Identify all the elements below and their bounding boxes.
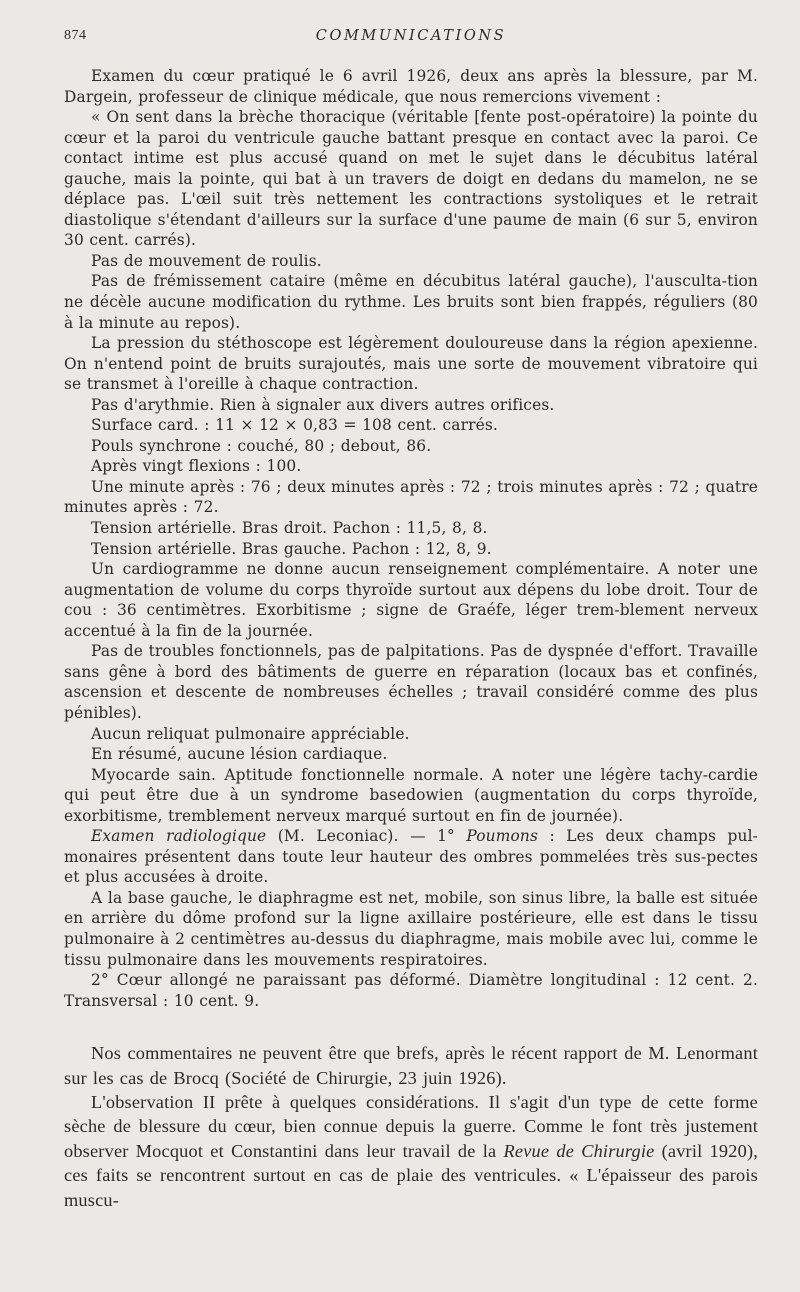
paragraph: Pas d'arythmie. Rien à signaler aux divers autres orifices.: [91, 395, 555, 414]
commentary-text: [64, 1041, 758, 1212]
paragraph: A la base gauche, le diaphragme est net, mobile, son sinus libre, la balle est située en arrière du dôme profond sur la ligne axillaire postérieure, elle est dans le tissu pulmonaire à 2 centimètres au-dessus du diaphragme, mais mobile avec lui, comme le tissu pulmonaire dans les mouvements respiratoires.: [64, 888, 758, 969]
paragraph: Une minute après : 76 ; deux minutes après : 72 ; trois minutes après : 72 ; quatre minutes après : 72.: [64, 477, 758, 517]
paragraph: Pas de frémissement cataire (même en décubitus latéral gauche), l'ausculta-tion ne décèle aucune modification du rythme. Les bruits sont bien frappés, réguliers (80 à la minute au repos).: [64, 272, 758, 332]
paragraph: Pas de mouvement de roulis.: [91, 251, 322, 270]
paragraph: Tension artérielle. Bras gauche. Pachon : 12, 8, 9.: [91, 539, 492, 558]
italic-text: Poumons: [466, 827, 538, 846]
paragraph: Nos commentaires ne peuvent être que brefs, après le récent rapport de M. Lenormant sur les cas de Brocq (Société de Chirurgie, 23 juin 1926).: [64, 1043, 758, 1088]
text-span: : Les deux champs pul-monaires présentent dans toute leur hauteur des ombres pommelées très sus-pectes et plus accusées à droite.: [64, 827, 758, 887]
paragraph: Pouls synchrone : couché, 80 ; debout, 86.: [91, 436, 432, 455]
case-observation-text: [64, 66, 758, 1011]
text-span: (M. Leconiac). — 1°: [266, 827, 467, 846]
paragraph: 2° Cœur allongé ne paraissant pas déformé. Diamètre longitudinal : 12 cent. 2. Transversal : 10 cent. 9.: [64, 971, 758, 1010]
page-number: 874: [64, 28, 87, 43]
paragraph: Myocarde sain. Aptitude fonctionnelle normale. A noter une légère tachy-cardie qui peut être due à un syndrome basedowien (augmentation du corps thyroïde, exorbitisme, tremblement nerveux marqué surtout en fin de journée).: [64, 765, 758, 825]
page-header: [64, 28, 758, 52]
paragraph: La pression du stéthoscope est légèrement douloureuse dans la région apexienne. On n'entend point de bruits surajoutés, mais une sorte de mouvement vibratoire qui se transmet à l'oreille à chaque contraction.: [64, 334, 758, 394]
paragraph: Un cardiogramme ne donne aucun renseignement complémentaire. A noter une augmentation de volume du corps thyroïde surtout aux dépens du lobe droit. Tour de cou : 36 centimètres. Exorbitisme ; signe de Graéfe, léger trem-blement nerveux accentué à la fin de la journée.: [64, 560, 758, 640]
running-head: COMMUNICATIONS: [315, 28, 507, 44]
paragraph: « On sent dans la brèche thoracique (véritable [fente post-opératoire) la pointe du cœur et la paroi du ventricule gauche battant presque en contact avec la paroi. Ce contact intime est plus accusé quand on met le sujet dans le décubitus latéral gauche, mais la pointe, qui bat à un travers de doigt en dedans du mamelon, ne se déplace pas. L'œil suit très nettement les contractions systoliques et le retrait diastolique s'étendant d'ailleurs sur la surface d'une paume de main (6 sur 5, environ 30 cent. carrés).: [64, 108, 758, 250]
paragraph: [64, 826, 758, 888]
italic-text: Examen radiologique: [91, 827, 267, 846]
paragraph: Tension artérielle. Bras droit. Pachon : 11,5, 8, 8.: [91, 519, 488, 538]
section-gap: [64, 1011, 758, 1041]
paragraph: Aucun reliquat pulmonaire appréciable.: [91, 724, 410, 743]
paragraph: Surface card. : 11 × 12 × 0,83 = 108 cent. carrés.: [91, 416, 498, 435]
paragraph: Examen du cœur pratiqué le 6 avril 1926, deux ans après la blessure, par M. Dargein, professeur de clinique médicale, que nous remercions vivement :: [64, 67, 758, 106]
italic-text: Revue de Chirurgie: [503, 1140, 655, 1161]
paragraph: En résumé, aucune lésion cardiaque.: [91, 745, 388, 764]
paragraph: Pas de troubles fonctionnels, pas de palpitations. Pas de dyspnée d'effort. Travaille sans gêne à bord des bâtiments de guerre en réparation (locaux bas et confinés, ascension et descente de nombreuses échelles ; travail considéré comme des plus pénibles).: [64, 642, 758, 722]
text-span: L'observation II prête à quelques considérations. Il s'agit d'un type de cette forme sèche de blessure du cœur, bien connue depuis la guerre. Comme le font très justement observer Mocquot et Constantini dans leur travail de la: [64, 1091, 758, 1161]
paragraph: Après vingt flexions : 100.: [91, 457, 302, 476]
paragraph: [64, 1090, 758, 1212]
text-span: (avril 1920), ces faits se rencontrent surtout en cas de plaie des ventricules. « L'épaisseur des parois muscu-: [64, 1140, 759, 1210]
